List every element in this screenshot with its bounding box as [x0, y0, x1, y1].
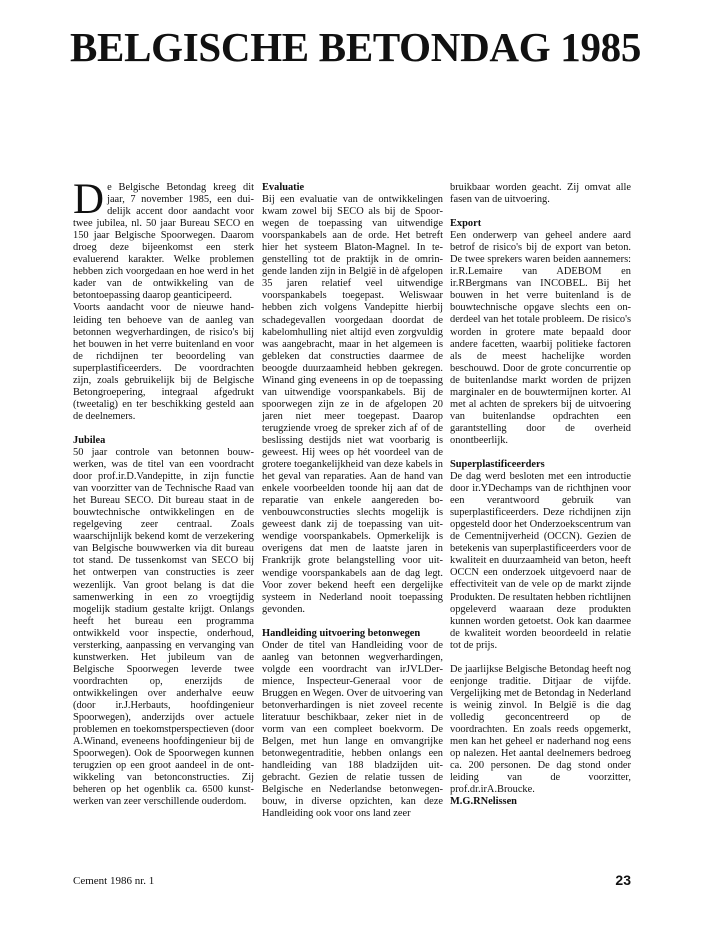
paragraph: Onder de titel van Handleiding voor de aanleg van betonnen wegverhardingen, volgde een voordracht van irJVLDermience, Inspecteur-Generaal voor de Bruggen en Wegen. Over de uitvoering van betonverhardingen is niet zoveel recente literatuur beschikbaar, zeker niet in de vorm van een compleet boekvorm. De Belgen, met hun lange en omvangrijke betonwegentraditie, hebben onlangs een handleiding van 188 bladzijden uitgebracht. Gezien de relatie tussen de Belgische en Nederlandse betonwegenbouw, in diverse opzichten, kan deze Handleiding ook voor ons land zeer	[262, 639, 443, 820]
section-heading-evaluatie: Evaluatie	[262, 182, 305, 193]
intro-paragraph	[73, 176, 254, 302]
paragraph: Voorts aandacht voor de nieuwe handleiding ten behoeve van de aanleg van betonnen wegverhardingen, de risico's bij het bouwen in het verre buitenland en voor de richdijnen ter beoordeling van superplastificeerders. De voordrachten zijn, zoals gebruikelijk bij de Belgische Betongroepering, integraal afgedrukt (tweetalig) en ter beschikking gesteld aan de deelnemers.	[73, 302, 254, 422]
paragraph: 50 jaar controle van betonnen bouwwerken, was de titel van een voordracht door prof.ir.D.Vandepitte, in zijn functie van voorzitter van de Technische Raad van het Bureau SECO. Dit bureau staat in de bouwtechnische ontwikkelingen en de regelgeving zeer centraal. Zoals waarschijnlijk bekend komt de verzekering van Belgische bouwwerken via dit bureau tot stand. De tussenkomst van SECO bij het ontwerpen van constructies is zeer wezenlijk. Van groot belang is dat die samenwerking in een zo vroegtijdig mogelijk stadium gestalte krijgt. Onlangs heeft het bureau een programma ontwikkeld voor inspectie, onderhoud, versterking, aanpassing en vervanging van kunstwerken. Het jubileum van de Belgische Spoorwegen leverde twee voordrachten op, enerzijds de ontwikkelingen over anderhalve eeuw (door ir.J.Herbauts, hoofdingenieur Spoorwegen), anderzijds over actuele problemen en toekomstperspectieven (door A.Winand, eveneens hoofdingenieur bij de Spoorwegen). Ook de Spoorwegen kunnen terugzien op een groot aandeel in de ontwikkeling van betonconstructies. Zij beheren op het ogenblik ca. 6500 kunstwerken van zeer verschillende ouderdom.	[73, 446, 254, 808]
section-heading-export: Export	[450, 218, 482, 230]
paragraph: Bij een evaluatie van de ontwikkelingen kwam zowel bij SECO als bij de Spoorwegen de toepassing van uitwendige voorspankabels aan de orde. Het betreft hier het systeem Blaton-Magnel. In tegenstelling tot de praktijk in de omringende landen zijn in België in dè afgelopen 35 jaren relatief veel uitwendige voorspankabels toegepast. Weliswaar hebben zich volgens Vandepitte hierbij schadegevallen voorgedaan doordat de kabelomhulling niet altijd even zorgvuldig was aangebracht, maar in het algemeen is gebleken dat constructies daarmee de beoogde duurzaamheid hebben gekregen. Winand ging eveneens in op de toepassing van uitwendige voorspankabels. Bij de spoorwegen zijn ze in de afgelopen 20 jaren niet meer toegepast. Daarop terugziende vroeg de spreker zich af of de beslissing destijds niet wat voorbarig is geweest. Hij wees op hét voordeel van de grotere toegankelijkheid van deze kabels in het geval van reparaties. Aan de hand van enkele voorbeelden toonde hij aan dat de reparatie van enkele aangereden bovenbouwconstructies slechts mogelijk is geweest dank zij de toepassing van uitwendige voorspankabels. Opmerkelijk is overigens dat men de laatste jaren in Frankrijk grote belangstelling voor uitwendige voorspankabels aan de dag legt. Voor zover bekend heeft een dergelijke systeem in Nederland nooit toepassing gevonden.	[262, 194, 443, 615]
author-name: M.G.RNelissen	[450, 796, 517, 808]
paragraph: De jaarlijkse Belgische Betondag heeft nog eenjonge traditie. Ditjaar de vijfde. Vergelijking met de Betondag in Nederland is weinig zinvol. In België is die dag volledig geconcentreerd op de voordrachten. En zoals reeds opgemerkt, men kan het geheel er naderhand nog eens op nalezen. Het aantal deelnemers bedroeg ca. 200 personen. De dag stond onder leiding van de voorzitter, prof.dr.irA.Broucke.	[450, 663, 631, 796]
paragraph: De dag werd besloten met een introductie door ir.YDechamps van de richthjnen voor een verantwoord gebruik van superplastificeerders. Deze richdijnen zijn opgesteld door het Onderzoekscentrum van de Cementnijverheid (OCCN). Gezien de betekenis van superplastificeerders voor de kwaliteit en duurzaamheid van beton, heeft OCCN een onderzoek uitgevoerd naar de effectiviteit van de vele op de markt zijnde Produkten. De resultaten hebben richtlijnen opgeleverd waaraan deze produkten kunnen worden getoetst. Ook kan daarmee de kwaliteit worden beoordeeld in relatie tot de prijs.	[450, 471, 631, 651]
article-title: BELGISCHE BETONDAG 1985	[70, 24, 642, 70]
article-column-3	[450, 182, 631, 808]
intro-text: e Belgische Betondag kreeg dit jaar, 7 november 1985, een duidelijk accent door aandacht voor twee jubilea, nl. 50 jaar Bureau SECO en 150 jaar Belgische Spoorwegen. Daarom droeg deze bijeenkomst een sterk evaluerend karakter. Welke problemen hebben zich voorgedaan en hoe werd in het kader van de ontwikkeling van de betontoepassing daarop geanticipeerd.	[73, 182, 254, 302]
paragraph: bruikbaar worden geacht. Zij omvat alle fasen van de uitvoering.	[450, 182, 631, 206]
section-heading-handleiding: Handleiding uitvoering betonwegen	[262, 627, 421, 639]
journal-reference: Cement 1986 nr. 1	[73, 875, 155, 887]
page-number: 23	[615, 872, 631, 888]
article-column-2	[262, 182, 443, 820]
section-heading-jubilea: Jubilea	[73, 434, 106, 446]
section-heading-superplastificeerders: Superplastificeerders	[450, 458, 545, 470]
paragraph: Een onderwerp van geheel andere aard betrof de risico's bij de export van beton. De twee sprekers waren beiden aannemers: ir.R.Lemaire van ADEBOM en ir.RBergmans van INCOBEL. Bij het bouwen in het verre buitenland is de bouwtechnische opgave slechts een onderdeel van het totale probleem. De risico's worden in grotere mate bepaald door andere facetten, waarbij politieke factoren als de meest hachelijke worden beschouwd. Door de grote concurrentie op de buitenlandse markt worden de prijzen marginaler en de bouwtermijnen korter. Al met al achten de sprekers bij de uitvoering van buitenlandse opdrachten een garantstelling door de overheid onontbeerlijk.	[450, 230, 631, 446]
article-column-1	[73, 176, 254, 808]
drop-cap: D	[73, 176, 105, 223]
